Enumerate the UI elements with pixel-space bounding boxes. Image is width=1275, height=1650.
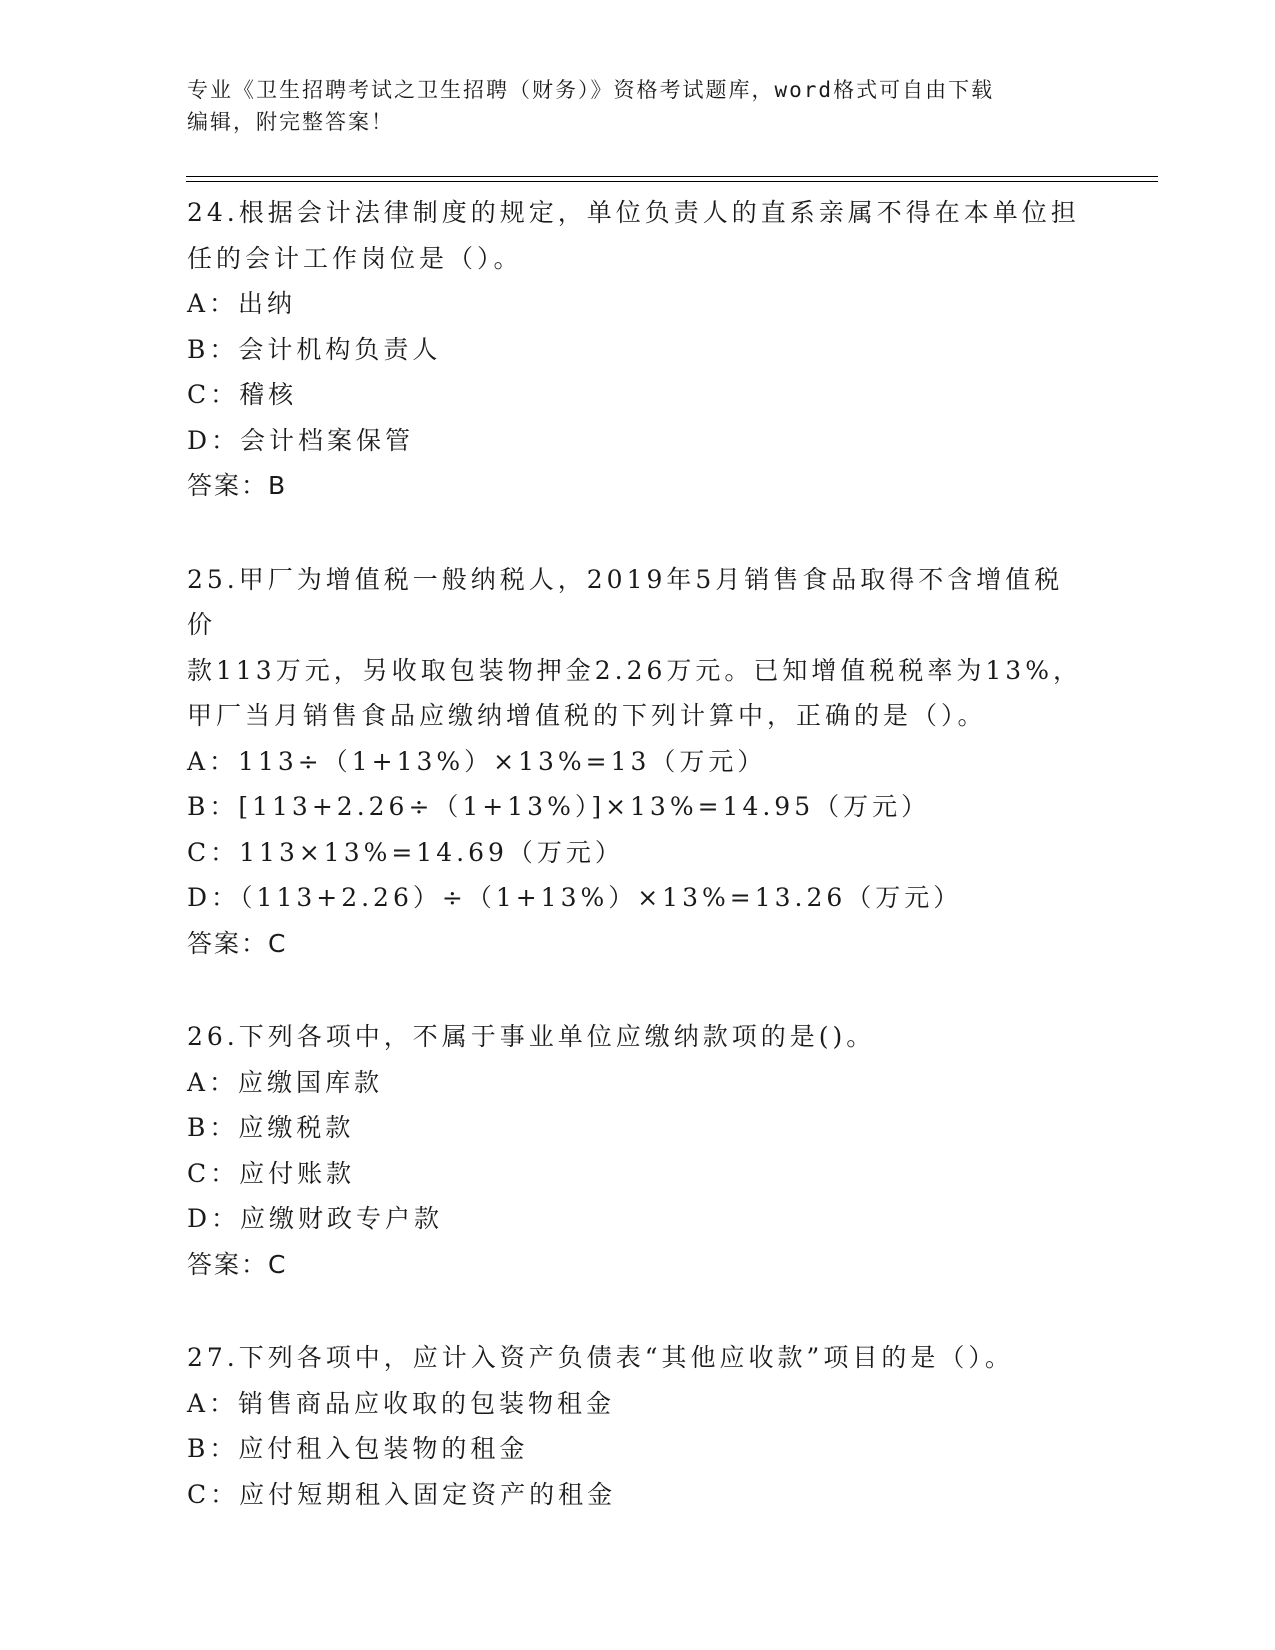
answer-label: 答案：C [187, 928, 288, 958]
question-24 [187, 190, 1087, 509]
option-a: A：113÷（1+13%）×13%=13（万元） [187, 746, 767, 776]
option-b: B：会计机构负责人 [187, 334, 442, 364]
option-c: C：113×13%=14.69（万元） [187, 837, 624, 867]
question-26 [187, 1014, 1087, 1287]
option-b: B：[113+2.26÷（1+13%）]×13%=14.95（万元） [187, 792, 931, 821]
stem-line: 甲厂当月销售食品应缴纳增值税的下列计算中，正确的是（）。 [187, 701, 987, 730]
option-a: A：应缴国库款 [187, 1067, 384, 1097]
stem-line: 27.下列各项中，应计入资产负债表“其他应收款”项目的是（）。 [187, 1343, 1014, 1372]
option-a: A：销售商品应收取的包装物租金 [187, 1388, 616, 1418]
question-stem [187, 1014, 1087, 1060]
option-d: D：应缴财政专户款 [187, 1204, 444, 1233]
option-b: B：应付租入包装物的租金 [187, 1434, 529, 1463]
option-c: C：应付账款 [187, 1158, 356, 1188]
question-stem [187, 190, 1087, 281]
question-list [187, 190, 1087, 1565]
stem-line: 26.下列各项中，不属于事业单位应缴纳款项的是()。 [187, 1022, 876, 1051]
option-b: B：应缴税款 [187, 1113, 355, 1142]
answer-label: 答案：B [187, 471, 288, 500]
stem-line: 24.根据会计法律制度的规定，单位负责人的直系亲属不得在本单位担 [187, 198, 1080, 227]
question-stem [187, 1335, 1087, 1381]
header-line-2: 编辑，附完整答案！ [187, 110, 394, 134]
header-line-1: 专业《卫生招聘考试之卫生招聘（财务）》资格考试题库，word格式可自由下载 [187, 78, 995, 102]
header-divider [186, 176, 1158, 182]
option-d: D：（113+2.26）÷（1+13%）×13%=13.26（万元） [187, 883, 963, 912]
stem-line: 25.甲厂为增值税一般纳税人，2019年5月销售食品取得不含增值税价 [187, 564, 1064, 639]
question-25 [187, 557, 1087, 967]
option-a: A：出纳 [187, 289, 297, 318]
option-c: C：应付短期租入固定资产的租金 [187, 1479, 617, 1509]
option-d: D：会计档案保管 [187, 425, 415, 455]
answer-label: 答案：C [187, 1249, 288, 1279]
document-header [187, 74, 1087, 138]
question-27 [187, 1335, 1087, 1517]
option-c: C：稽核 [187, 380, 298, 409]
question-stem [187, 557, 1087, 739]
stem-line: 款113万元，另收取包装物押金2.26万元。已知增值税税率为13%， [187, 655, 1082, 685]
stem-line: 任的会计工作岗位是（）。 [187, 243, 523, 273]
